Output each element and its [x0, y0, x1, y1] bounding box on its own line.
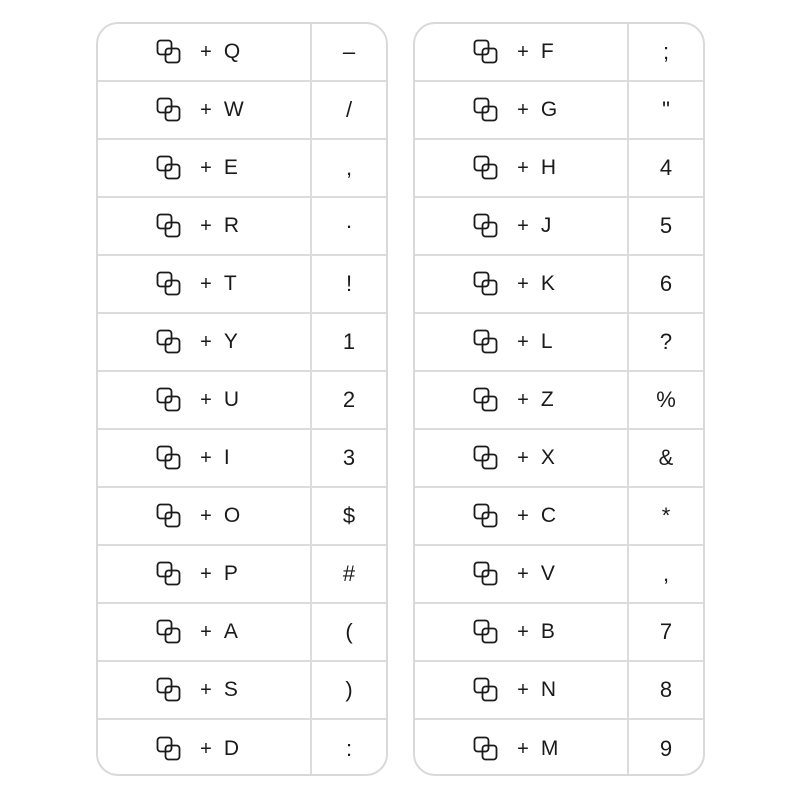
shortcut-key: M [540, 737, 559, 760]
shortcut-key: L [540, 330, 553, 353]
shortcut-combo [415, 488, 629, 544]
plus-sign: + [517, 272, 529, 295]
command-overlap-icon [473, 677, 499, 703]
plus-sign: + [200, 678, 212, 701]
plus-sign: + [200, 272, 212, 295]
command-overlap-icon [156, 271, 182, 297]
plus-sign: + [200, 40, 212, 63]
shortcut-output: $ [342, 503, 356, 528]
shortcut-combo [415, 140, 629, 196]
shortcut-key: A [223, 620, 238, 643]
shortcut-row [415, 720, 703, 776]
shortcut-combo [415, 430, 629, 486]
command-overlap-icon [473, 97, 499, 123]
shortcut-row [415, 430, 703, 488]
shortcut-output: / [345, 97, 353, 122]
shortcut-key: Z [540, 388, 554, 411]
shortcut-key: I [223, 446, 230, 469]
plus-sign: + [200, 504, 212, 527]
shortcut-key: T [223, 272, 237, 295]
shortcut-output: ? [659, 329, 673, 354]
command-overlap-icon [473, 503, 499, 529]
shortcut-row [98, 720, 386, 776]
shortcut-row [415, 314, 703, 372]
plus-sign: + [200, 737, 212, 760]
command-overlap-icon [156, 677, 182, 703]
shortcut-key: V [540, 562, 555, 585]
shortcut-row [98, 662, 386, 720]
shortcut-output: % [656, 387, 676, 412]
shortcut-key: G [540, 98, 558, 121]
command-overlap-icon [473, 271, 499, 297]
plus-sign: + [517, 40, 529, 63]
shortcut-output: 3 [342, 445, 356, 470]
shortcut-combo [98, 24, 312, 80]
command-overlap-icon [473, 445, 499, 471]
shortcut-combo [415, 662, 629, 718]
shortcut-key: Q [223, 40, 241, 63]
shortcut-output: # [342, 561, 356, 586]
shortcut-key: O [223, 504, 241, 527]
shortcut-output: ( [345, 619, 353, 644]
shortcut-key: W [223, 98, 244, 121]
shortcut-output: ; [662, 39, 670, 64]
shortcut-key: X [540, 446, 555, 469]
shortcut-row [98, 256, 386, 314]
shortcut-row [98, 82, 386, 140]
shortcut-output: " [662, 97, 670, 122]
shortcut-output: & [658, 445, 674, 470]
command-overlap-icon [156, 97, 182, 123]
shortcut-combo [415, 256, 629, 312]
shortcut-combo [415, 604, 629, 660]
shortcut-row [415, 140, 703, 198]
plus-sign: + [200, 446, 212, 469]
shortcut-combo [98, 720, 312, 776]
shortcut-row [98, 24, 386, 82]
command-overlap-icon [156, 213, 182, 239]
plus-sign: + [517, 678, 529, 701]
shortcut-row [98, 546, 386, 604]
shortcut-output: · [345, 213, 353, 238]
shortcut-panel-right [413, 22, 705, 776]
shortcut-output: : [345, 736, 353, 761]
command-overlap-icon [156, 387, 182, 413]
plus-sign: + [200, 330, 212, 353]
shortcut-key: Y [223, 330, 238, 353]
command-overlap-icon [473, 329, 499, 355]
shortcut-row [415, 24, 703, 82]
command-overlap-icon [156, 155, 182, 181]
command-overlap-icon [156, 619, 182, 645]
command-overlap-icon [156, 445, 182, 471]
plus-sign: + [200, 562, 212, 585]
shortcut-output: 9 [659, 736, 673, 761]
shortcut-combo [98, 662, 312, 718]
shortcut-row [98, 604, 386, 662]
shortcut-combo [98, 604, 312, 660]
shortcut-key: J [540, 214, 552, 237]
command-overlap-icon [156, 503, 182, 529]
command-overlap-icon [473, 155, 499, 181]
shortcut-key: E [223, 156, 238, 179]
command-overlap-icon [473, 619, 499, 645]
shortcut-combo [415, 720, 629, 776]
command-overlap-icon [473, 387, 499, 413]
shortcut-row [98, 430, 386, 488]
command-overlap-icon [156, 39, 182, 65]
shortcut-output: 7 [659, 619, 673, 644]
plus-sign: + [517, 446, 529, 469]
shortcut-output: ! [345, 271, 353, 296]
shortcut-combo [98, 488, 312, 544]
shortcut-row [415, 256, 703, 314]
shortcut-output: , [662, 561, 670, 586]
shortcut-combo [98, 314, 312, 370]
shortcut-key: B [540, 620, 555, 643]
shortcut-combo [98, 256, 312, 312]
plus-sign: + [517, 156, 529, 179]
shortcut-panel-left [96, 22, 388, 776]
shortcut-combo [415, 24, 629, 80]
shortcut-output: 8 [659, 677, 673, 702]
shortcut-output: 6 [659, 271, 673, 296]
shortcut-output: ) [345, 677, 353, 702]
shortcut-combo [98, 546, 312, 602]
shortcut-output: 2 [342, 387, 356, 412]
shortcut-output: 1 [342, 329, 356, 354]
shortcut-key: N [540, 678, 557, 701]
shortcut-row [98, 140, 386, 198]
shortcut-combo [415, 372, 629, 428]
shortcut-row [415, 372, 703, 430]
shortcut-row [415, 604, 703, 662]
command-overlap-icon [156, 736, 182, 762]
plus-sign: + [200, 214, 212, 237]
shortcut-output: , [345, 155, 353, 180]
command-overlap-icon [156, 329, 182, 355]
shortcut-row [415, 82, 703, 140]
shortcut-combo [98, 430, 312, 486]
plus-sign: + [517, 562, 529, 585]
shortcut-key: U [223, 388, 240, 411]
shortcut-row [98, 372, 386, 430]
shortcut-combo [98, 82, 312, 138]
plus-sign: + [517, 330, 529, 353]
shortcut-key: P [223, 562, 238, 585]
shortcut-output: 5 [659, 213, 673, 238]
command-overlap-icon [473, 39, 499, 65]
shortcut-row [415, 546, 703, 604]
shortcut-combo [98, 198, 312, 254]
shortcut-row [98, 488, 386, 546]
plus-sign: + [200, 620, 212, 643]
shortcut-row [415, 662, 703, 720]
shortcut-combo [415, 314, 629, 370]
shortcut-key: R [223, 214, 240, 237]
plus-sign: + [517, 98, 529, 121]
shortcut-output: * [661, 503, 671, 528]
shortcut-output: 4 [659, 155, 673, 180]
plus-sign: + [200, 98, 212, 121]
shortcut-key: D [223, 737, 240, 760]
shortcut-combo [98, 140, 312, 196]
plus-sign: + [517, 737, 529, 760]
shortcut-row [415, 198, 703, 256]
shortcut-combo [415, 546, 629, 602]
shortcut-key: S [223, 678, 238, 701]
shortcut-key: C [540, 504, 557, 527]
command-overlap-icon [473, 561, 499, 587]
shortcut-output: – [342, 39, 356, 64]
command-overlap-icon [473, 736, 499, 762]
plus-sign: + [517, 620, 529, 643]
shortcut-row [98, 314, 386, 372]
plus-sign: + [200, 156, 212, 179]
shortcut-row [98, 198, 386, 256]
plus-sign: + [517, 504, 529, 527]
shortcut-combo [98, 372, 312, 428]
shortcut-key: K [540, 272, 555, 295]
shortcut-combo [415, 82, 629, 138]
plus-sign: + [200, 388, 212, 411]
command-overlap-icon [473, 213, 499, 239]
shortcut-key: H [540, 156, 557, 179]
shortcut-combo [415, 198, 629, 254]
plus-sign: + [517, 214, 529, 237]
command-overlap-icon [156, 561, 182, 587]
shortcut-key: F [540, 40, 554, 63]
shortcut-row [415, 488, 703, 546]
plus-sign: + [517, 388, 529, 411]
